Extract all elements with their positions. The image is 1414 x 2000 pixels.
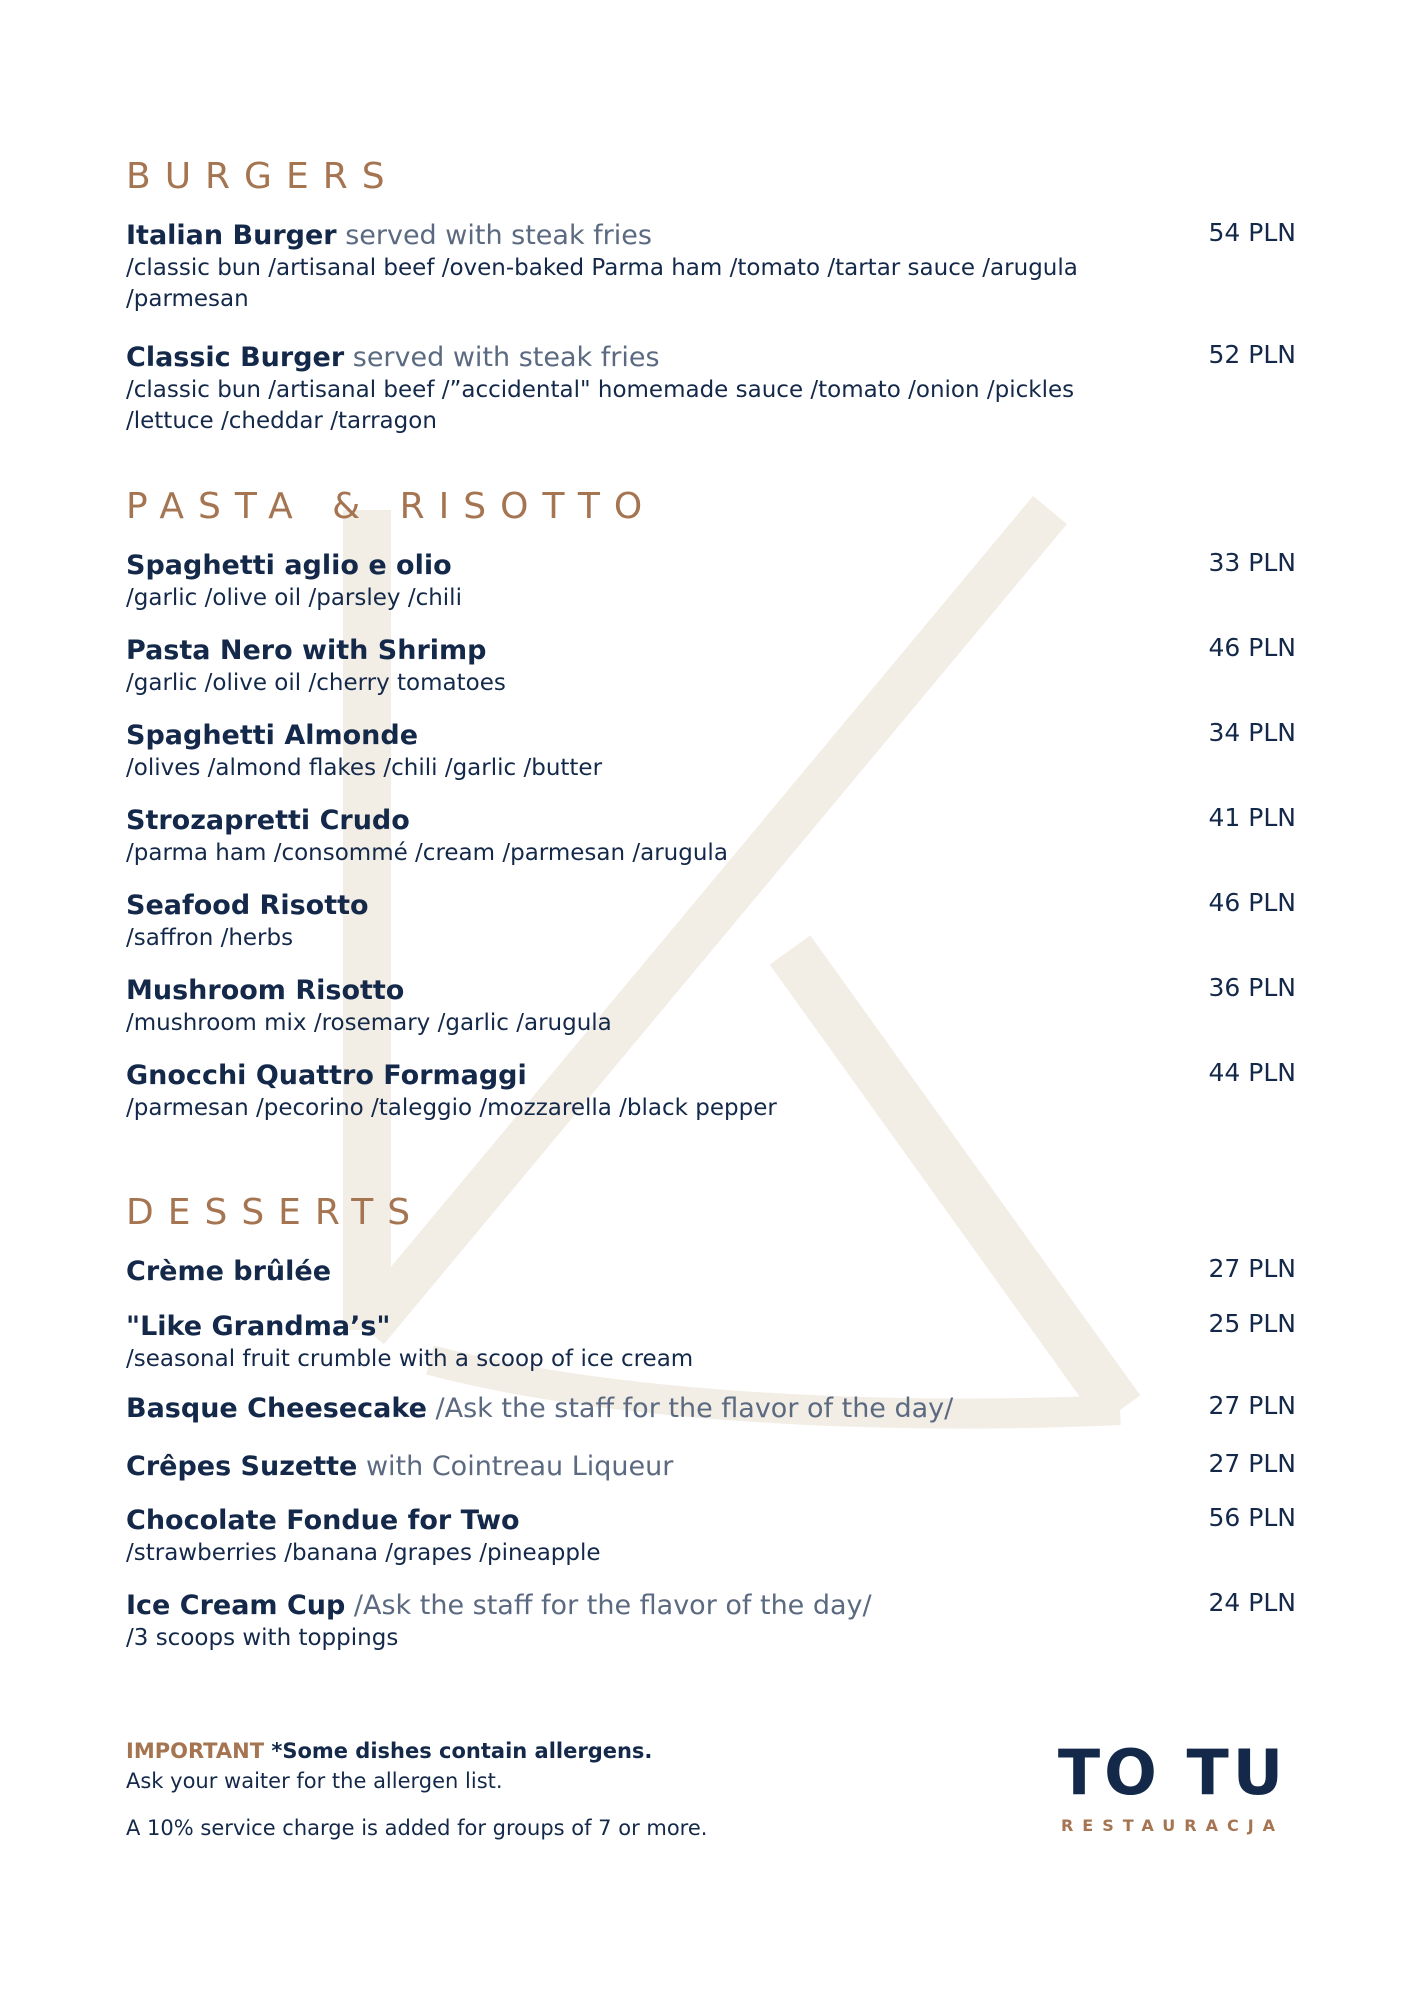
section-title-desserts: DESSERTS xyxy=(126,1192,425,1233)
menu-item xyxy=(126,888,1296,954)
menu-item xyxy=(126,548,1296,614)
item-description: /saffron /herbs xyxy=(126,925,294,951)
item-name: Chocolate Fondue for Two xyxy=(126,1505,520,1536)
service-charge-note: A 10% service charge is added for groups of 7 or more. xyxy=(126,1816,708,1840)
allergen-warning xyxy=(126,1736,886,1766)
item-description: /strawberries /banana /grapes /pineapple xyxy=(126,1540,601,1566)
item-name: Crème brûlée xyxy=(126,1256,332,1287)
item-name: Spaghetti aglio e olio xyxy=(126,550,452,581)
item-price: 36 PLN xyxy=(1208,973,1296,1002)
important-text: *Some dishes contain allergens. xyxy=(264,1739,653,1763)
section-title-pasta-risotto: PASTA & RISOTTO xyxy=(126,486,657,527)
item-description: /classic bun /artisanal beef /oven-baked Parma ham /tomato /tartar sauce /arugula /parmesan xyxy=(126,255,1078,312)
item-description: /classic bun /artisanal beef /”accidental" homemade sauce /tomato /onion /pickles /lettuce /cheddar /tarragon xyxy=(126,377,1075,434)
item-description: /parma ham /consommé /cream /parmesan /arugula xyxy=(126,840,728,866)
item-name: Italian Burger xyxy=(126,220,337,251)
logo-subtitle: RESTAURACJA xyxy=(1060,1816,1285,1835)
item-name: Spaghetti Almonde xyxy=(126,720,419,751)
item-price: 41 PLN xyxy=(1208,803,1296,832)
item-description: /parmesan /pecorino /taleggio /mozzarella /black pepper xyxy=(126,1095,777,1121)
item-price: 24 PLN xyxy=(1208,1588,1296,1617)
item-price: 25 PLN xyxy=(1208,1309,1296,1338)
menu-item xyxy=(126,1391,1296,1426)
item-description: /garlic /olive oil /parsley /chili xyxy=(126,585,462,611)
item-note: /Ask the staff for the flavor of the day/ xyxy=(426,1393,954,1424)
item-description: /olives /almond flakes /chili /garlic /butter xyxy=(126,755,603,781)
menu-item xyxy=(126,803,1296,869)
item-price: 27 PLN xyxy=(1208,1449,1296,1478)
logo-wordmark: TO TU xyxy=(1057,1736,1288,1809)
menu-item xyxy=(126,973,1296,1039)
item-name: Classic Burger xyxy=(126,342,345,373)
item-price: 33 PLN xyxy=(1208,548,1296,577)
menu-item xyxy=(126,1254,1296,1289)
menu-item xyxy=(126,340,1296,437)
item-price: 54 PLN xyxy=(1208,218,1296,247)
item-description: /garlic /olive oil /cherry tomatoes xyxy=(126,670,506,696)
menu-item xyxy=(126,218,1296,315)
item-price: 46 PLN xyxy=(1208,633,1296,662)
menu-item xyxy=(126,1449,1296,1484)
item-price: 44 PLN xyxy=(1208,1058,1296,1087)
item-description: /3 scoops with toppings xyxy=(126,1625,399,1651)
item-price: 52 PLN xyxy=(1208,340,1296,369)
restaurant-logo xyxy=(1050,1736,1295,1835)
item-name: Seafood Risotto xyxy=(126,890,369,921)
section-title-burgers: BURGERS xyxy=(126,156,399,197)
item-name: Mushroom Risotto xyxy=(126,975,405,1006)
menu-item xyxy=(126,1588,1296,1654)
item-price: 27 PLN xyxy=(1208,1391,1296,1420)
item-note: served with steak fries xyxy=(344,342,660,373)
item-note: served with steak fries xyxy=(336,220,652,251)
item-price: 46 PLN xyxy=(1208,888,1296,917)
item-price: 27 PLN xyxy=(1208,1254,1296,1283)
item-description: /seasonal fruit crumble with a scoop of ice cream xyxy=(126,1346,694,1372)
item-price: 56 PLN xyxy=(1208,1503,1296,1532)
menu-item xyxy=(126,718,1296,784)
important-label: IMPORTANT xyxy=(126,1739,265,1763)
item-name: "Like Grandma’s" xyxy=(126,1311,391,1342)
menu-item xyxy=(126,1058,1296,1124)
item-price: 34 PLN xyxy=(1208,718,1296,747)
item-name: Ice Cream Cup xyxy=(126,1590,346,1621)
menu-item xyxy=(126,1309,1296,1375)
item-name: Gnocchi Quattro Formaggi xyxy=(126,1060,527,1091)
allergen-note: Ask your waiter for the allergen list. xyxy=(126,1769,503,1793)
item-description: /mushroom mix /rosemary /garlic /arugula xyxy=(126,1010,612,1036)
item-name: Strozapretti Crudo xyxy=(126,805,410,836)
item-note: with Cointreau Liqueur xyxy=(357,1451,674,1482)
item-note: /Ask the staff for the flavor of the day/ xyxy=(345,1590,872,1621)
item-name: Basque Cheesecake xyxy=(126,1393,427,1424)
menu-item xyxy=(126,633,1296,699)
item-name: Crêpes Suzette xyxy=(126,1451,358,1482)
item-name: Pasta Nero with Shrimp xyxy=(126,635,487,666)
menu-item xyxy=(126,1503,1296,1569)
footer-notes xyxy=(126,1736,886,1843)
